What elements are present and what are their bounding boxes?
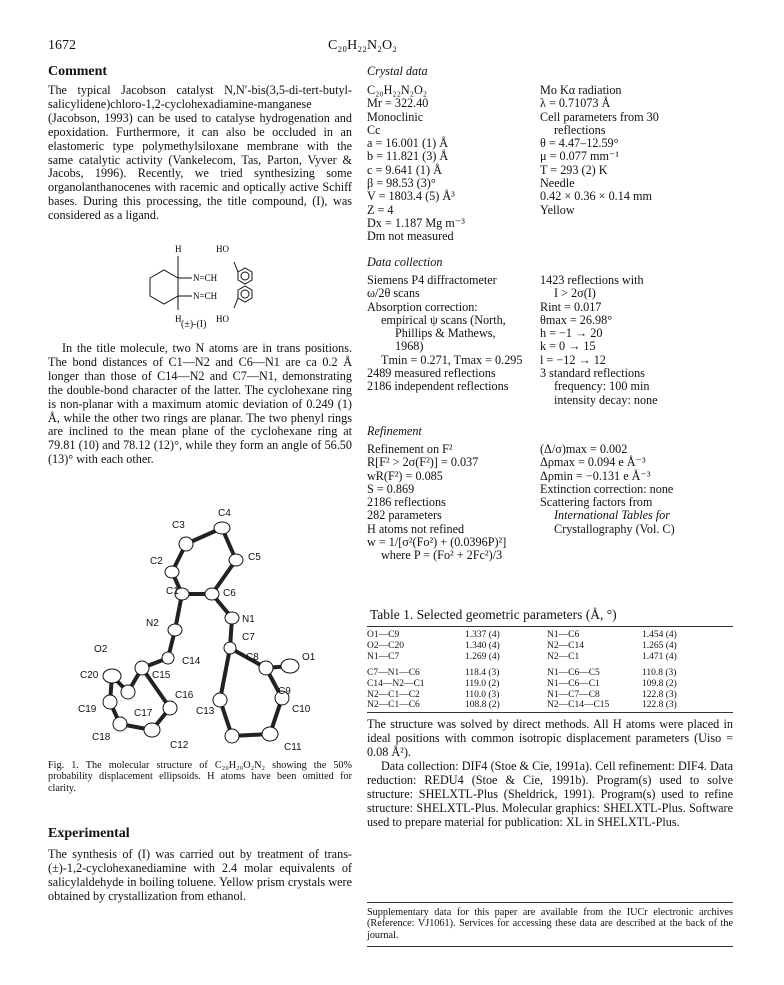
refinement-line: 2186 reflections <box>367 495 446 510</box>
atom-label: C3 <box>172 520 185 531</box>
crystal-line: Dx = 1.187 Mg m⁻³ <box>367 215 465 230</box>
running-header-formula: C₂₀H₂₂N₂O₂ <box>328 38 397 53</box>
crystal-line: λ = 0.71073 Å <box>540 96 611 111</box>
atom-label: C13 <box>196 706 215 717</box>
collection-line: Phillips & Mathews, <box>395 326 496 341</box>
figure-caption: Fig. 1. The molecular structure of C₂₀H₂₀O₂N₂ showing the 50% probability displacement ellipsoids. H atoms have been omitted for clarity. <box>48 760 352 794</box>
table-rule <box>367 712 733 713</box>
crystal-line: a = 16.001 (1) Å <box>367 136 448 151</box>
refinement-heading: Refinement <box>367 424 422 438</box>
refinement-line: where P = (Fo² + 2Fc²)/3 <box>381 548 503 563</box>
refinement-line: w = 1/[σ²(Fo²) + (0.0396P)²] <box>367 535 507 550</box>
crystal-line: Cell parameters from 30 <box>540 109 659 124</box>
refinement-line: Extinction correction: none <box>540 481 674 496</box>
collection-line: 1968) <box>395 339 424 354</box>
scheme-h-bot: H <box>175 314 182 324</box>
table-row: O1—C9 1.337 (4) N1—C6 1.454 (4) <box>367 630 677 640</box>
crystal-line: Mo Kα radiation <box>540 83 622 97</box>
atom-label: C18 <box>92 732 111 743</box>
crystal-line: Dm not measured <box>367 229 454 244</box>
footnote-rule <box>367 946 733 947</box>
refinement-line: Crystallography (Vol. C) <box>554 521 675 536</box>
collection-line: 3 standard reflections <box>540 366 645 381</box>
table-row: N1—C7 1.269 (4) N2—C1 1.471 (4) <box>367 651 677 662</box>
experimental-paragraph: The synthesis of (I) was carried out by treatment of trans-(±)-1,2-cyclohexanediamine with 2.4 molar equivalents of salicylaldehyde in boiling toluene. Yellow prism crystals were obtained by crystallization from ethanol. <box>48 847 352 903</box>
collection-line: Tmin = 0.271, Tmax = 0.295 <box>381 352 523 367</box>
table-row: N2—C1—C2 110.0 (3) N1—C7—C8 122.8 (3) <box>367 689 677 700</box>
crystal-line: Mr = 322.40 <box>367 96 429 111</box>
refinement-line: R[F² > 2σ(F²)] = 0.037 <box>367 455 479 470</box>
collection-line: 2489 measured reflections <box>367 366 496 381</box>
crystal-line: Z = 4 <box>367 202 394 217</box>
collection-line: Rint = 0.017 <box>540 299 602 314</box>
atom-label: C17 <box>134 708 153 719</box>
comment-heading: Comment <box>48 64 108 79</box>
collection-line: Siemens P4 diffractometer <box>367 273 497 287</box>
collection-line: Absorption correction: <box>367 299 478 314</box>
atom-label: C16 <box>175 690 194 701</box>
crystal-line: reflections <box>554 122 606 137</box>
atom-label: C8 <box>246 652 259 663</box>
atom-label: C2 <box>150 556 163 567</box>
atom-label: C9 <box>278 686 291 697</box>
crystal-line: C₂₀H₂₂N₂O₂ <box>367 83 428 97</box>
data-collection-left <box>367 274 522 394</box>
table-row: N2—C1—C6 108.8 (2) N2—C14—C15 122.8 (3) <box>367 700 677 711</box>
scheme-n1: N=CH <box>193 273 218 283</box>
collection-line: l = −12 → 12 <box>540 352 606 367</box>
atom-label: C12 <box>170 740 189 751</box>
crystal-line: 0.42 × 0.36 × 0.14 mm <box>540 189 652 204</box>
molecular-structure-figure <box>60 498 350 756</box>
atom-label: C15 <box>152 670 171 681</box>
crystal-data-left <box>367 84 465 244</box>
crystal-line: Monoclinic <box>367 109 424 124</box>
atom-label: C5 <box>248 552 261 563</box>
crystal-line: c = 9.641 (1) Å <box>367 162 442 177</box>
collection-line: empirical ψ scans (North, <box>381 312 506 327</box>
atom-label: O1 <box>302 652 316 663</box>
crystal-line: V = 1803.4 (5) Å³ <box>367 189 455 204</box>
data-collection-right <box>540 274 658 407</box>
atom-label: N1 <box>242 614 255 625</box>
refinement-left <box>367 443 506 563</box>
solution-paragraph-1: The structure was solved by direct methods. All H atoms were placed in ideal positions with common isotropic displacement parameters (Uiso = 0.08 Å²). <box>367 717 733 759</box>
crystal-line: Yellow <box>540 202 575 217</box>
atom-label: C4 <box>218 508 231 519</box>
refinement-line: (Δ/σ)max = 0.002 <box>540 442 628 456</box>
comment-paragraph-1: The typical Jacobson catalyst N,N′-bis(3,5-di-tert-butyl-salicylidene)chloro-1,2-cyclohexadiamine-manganese (Jacobson, 1993) can be used to catalyse hydrogenation and epoxidation. Furthermore, it can also be occluded in an elastomeric type polymethylsiloxane membrane with the same catalytic activity (Vankelecom, Tas, Parton, Vyver & Jacobs, 1996). Recently, we tried synthesizing some organolanthanocenes with racemic and optically active Schiff bases. During this processing, the title compound, (I), was considered as a ligand. <box>48 83 352 223</box>
refinement-right <box>540 443 675 536</box>
scheme-label: (±)-(I) <box>181 319 207 330</box>
data-collection-heading: Data collection <box>367 255 443 269</box>
collection-line: ω/2θ scans <box>367 286 420 301</box>
refinement-line: Δρmin = −0.131 e Å⁻³ <box>540 468 651 483</box>
table-row: C7—N1—C6 118.4 (3) N1—C6—C5 110.8 (3) <box>367 668 677 678</box>
collection-line: I > 2σ(I) <box>554 286 596 301</box>
experimental-heading: Experimental <box>48 826 130 841</box>
table-row: O2—C20 1.340 (4) N2—C14 1.265 (4) <box>367 640 677 651</box>
atom-label: C10 <box>292 704 311 715</box>
crystal-line: b = 11.821 (3) Å <box>367 149 449 164</box>
refinement-line: 282 parameters <box>367 508 442 523</box>
refinement-line: wR(F²) = 0.085 <box>367 468 443 483</box>
collection-line: 2186 independent reflections <box>367 379 509 394</box>
collection-line: frequency: 100 min <box>554 379 650 394</box>
crystal-line: β = 98.53 (3)° <box>367 176 436 191</box>
crystal-line: θ = 4.47–12.59° <box>540 136 619 151</box>
atom-label: C14 <box>182 656 201 667</box>
atom-label: O2 <box>94 644 108 655</box>
crystal-line: Cc <box>367 122 381 137</box>
atom-label: C11 <box>284 742 302 753</box>
atom-label: C1 <box>166 586 179 597</box>
crystal-line: μ = 0.077 mm⁻¹ <box>540 149 620 164</box>
crystal-line: Needle <box>540 176 575 191</box>
table-1-distances <box>367 630 692 662</box>
atom-label: N2 <box>146 618 159 629</box>
table-row: C14—N2—C1 119.0 (2) N1—C6—C1 109.8 (2) <box>367 678 677 689</box>
collection-line: θmax = 26.98° <box>540 312 613 327</box>
refinement-line: International Tables for <box>554 508 671 523</box>
supplementary-footnote: Supplementary data for this paper are available from the IUCr electronic archives (Reference: VJ1061). Services for accessing these data are described at the back of the journal. <box>367 907 733 941</box>
collection-line: intensity decay: none <box>554 392 658 407</box>
scheme-n2: N=CH <box>193 291 218 301</box>
collection-line: k = 0 → 15 <box>540 339 596 354</box>
scheme-ho-top: HO <box>216 244 229 254</box>
page-number: 1672 <box>48 38 76 53</box>
scheme-h-top: H <box>175 244 182 254</box>
crystal-data-right <box>540 84 659 217</box>
crystal-data-heading: Crystal data <box>367 64 428 78</box>
atom-label: C19 <box>78 704 97 715</box>
refinement-line: H atoms not refined <box>367 521 465 536</box>
atom-label: C20 <box>80 670 99 681</box>
chemical-scheme <box>130 238 280 330</box>
scheme-ho-bot: HO <box>216 314 229 324</box>
solution-paragraph-2: Data collection: DIF4 (Stoe & Cie, 1991a). Cell refinement: DIF4. Data reduction: REDU4 (Stoe & Cie, 1991b). Program(s) used to solve structure: SHELXTL-Plus (Sheldrick, 1991). Program(s) used to refine structure: SHELXTL-Plus. Molecular graphics: SHELXTL-Plus. Software used to prepare material for publication: XL in SHELXTL-Plus. <box>367 759 733 829</box>
atom-label: C7 <box>242 632 255 643</box>
collection-line: 1423 reflections with <box>540 273 644 287</box>
footnote-rule <box>367 902 733 903</box>
table-1-title: Table 1. Selected geometric parameters (Å, °) <box>370 607 617 622</box>
refinement-line: S = 0.869 <box>367 481 415 496</box>
refinement-line: Scattering factors from <box>540 495 653 510</box>
atom-label: C6 <box>223 588 236 599</box>
comment-paragraph-2: In the title molecule, two N atoms are in trans positions. The bond distances of C1—N2 and C6—N1 are ca 0.2 Å longer than those of C14—N2 and C7—N1, demonstrating the double-bond character of the latter. The cyclohexane ring is non-planar with a maximum atomic deviation of 0.249 (1) Å, while the other two rings are planar. The two phenyl rings are inclined to the mean plane of the cyclohexane ring at 79.81 (10) and 78.12 (12)°, while they form an angle of 56.50 (13)° with each other. <box>48 341 352 467</box>
table-1-angles <box>367 668 692 711</box>
crystal-line: T = 293 (2) K <box>540 162 608 177</box>
refinement-line: Δρmax = 0.094 e Å⁻³ <box>540 455 646 470</box>
refinement-line: Refinement on F² <box>367 442 453 456</box>
collection-line: h = −1 → 20 <box>540 326 603 341</box>
table-rule <box>367 626 733 627</box>
